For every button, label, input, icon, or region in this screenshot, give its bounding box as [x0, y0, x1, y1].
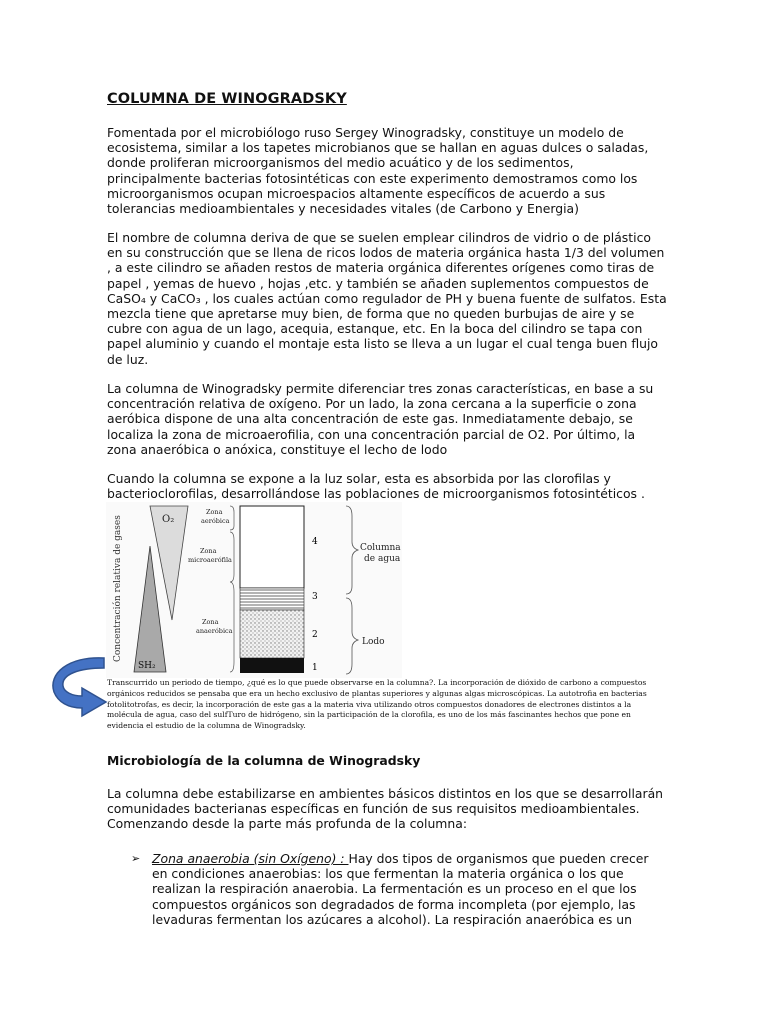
y-axis-label: Concentración relativa de gases [113, 515, 123, 662]
column-layer-3 [240, 588, 304, 610]
o2-label: O₂ [162, 514, 175, 525]
layer-1-number: 1 [312, 663, 318, 673]
bullet-text [152, 851, 661, 927]
layer-4-number: 4 [312, 537, 318, 547]
winogradsky-column-figure [106, 502, 402, 678]
intro-paragraph: Fomentada por el microbiólogo ruso Sergey Winogradsky, constituye un modelo de ecosistema, similar a los tapetes microbianos que se hallan en aguas dulces o saladas, donde proliferan microorganismos del medio acuático y de los sedimentos, principalmente bacterias fotosintéticas con este experimento demostramos como los microorganismos ocupan microespacios altamente específicos de acuerdo a sus tolerancias medioambientales y necesidades vitales (de Carbono y Energia) [107, 125, 649, 217]
sh2-label: SH₂ [138, 661, 156, 671]
mud-label: Lodo [362, 637, 385, 647]
column-layer-2 [240, 610, 304, 658]
layer-2-number: 2 [312, 630, 318, 640]
zone-aerobic-label: Zona aeróbica [201, 508, 230, 525]
arrow-bullet-icon: ➢ [131, 852, 141, 865]
zones-paragraph: La columna de Winogradsky permite diferenciar tres zonas características, en base a su concentración relativa de oxígeno. Por un lado, la zona cercana a la superficie o zona aeróbica dispone de una alta concentración de este gas. Inmediatamente debajo, se localiza la zona de microaerofilia, con una concentración parcial de O2. Por último, la zona anaeróbica o anóxica, constituye el lecho de lodo [107, 381, 654, 457]
water-column-label: Columna de agua [360, 543, 401, 564]
layer-3-number: 3 [312, 592, 318, 602]
bullet-lead: Zona anaerobia (sin Oxígeno) : [152, 851, 349, 866]
section-intro-paragraph: La columna debe estabilizarse en ambientes básicos distintos en los que se desarrollarán comunidades bacterianas específicas en función de sus requisitos medioambientales. Comenzando desde la parte más profunda de la columna: [107, 786, 664, 832]
bullet-body: Hay dos tipos de organismos que pueden crecer en condiciones anaerobias: los que fermentan la materia orgánica o los que realizan la respiración anaerobia. La fermentación es un proceso en el que los compuestos orgánicos son degradados de forma incompleta (por ejemplo, las levaduras fermentan los azúcares a alcohol). La respiración anaeróbica es un [152, 851, 649, 927]
zone-anaerobic-label: Zona anaeróbica [196, 618, 233, 635]
figure-caption: Transcurrido un periodo de tiempo, ¿qué es lo que puede observarse en la columna?. La incorporación de dióxido de carbono a compuestos orgánicos reducidos se pensaba que era un hecho exclusivo de plantas superiores y algunas algas microscópicas. La autotrofia en bacterias fotolitotrofas, es decir, la incorporación de este gas a la materia viva utilizando otros compuestos donadores de electrones distintos a la molécula de agua, caso del sulfTuro de hidrógeno, sin la participación de la clorofila, es uno de los más fascinantes hechos que pone en evidencia el estudio de la columna de Winogradsky. [107, 678, 647, 731]
section-subtitle: Microbiología de la columna de Winogradsky [107, 753, 421, 768]
zone-microaerophilic-label: Zona microaerófila [188, 547, 232, 564]
bullet-anaerobic-zone [131, 851, 661, 927]
construction-paragraph: El nombre de columna deriva de que se suelen emplear cilindros de vidrio o de plástico en su construcción que se llena de ricos lodos de materia orgánica hasta 1/3 del volumen , a este cilindro se añaden restos de materia orgánica diferentes orígenes como tiras de papel , yemas de huevo , hojas ,etc. y también se añaden suplementos compuestos de CaSO₄ y CaCO₃ , los cuales actúan como regulador de PH y buena fuente de sulfatos. Esta mezcla tiene que apretarse muy bien, de forma que no queden burbujas de aire y se cubre con agua de un lago, acequia, estanque, etc. En la boca del cilindro se tapa con papel aluminio y cuando el montaje esta listo se lleva a un lugar el cual tenga buen flujo de luz. [107, 230, 667, 367]
document-title: COLUMNA DE WINOGRADSKY [107, 91, 347, 107]
curved-arrow-icon [46, 652, 110, 718]
column-layer-4 [240, 506, 304, 588]
column-layer-1 [240, 658, 304, 673]
light-paragraph: Cuando la columna se expone a la luz solar, esta es absorbida por las clorofilas y bacterioclorofilas, desarrollándose las poblaciones de microorganismos fotosintéticos . [107, 471, 645, 502]
